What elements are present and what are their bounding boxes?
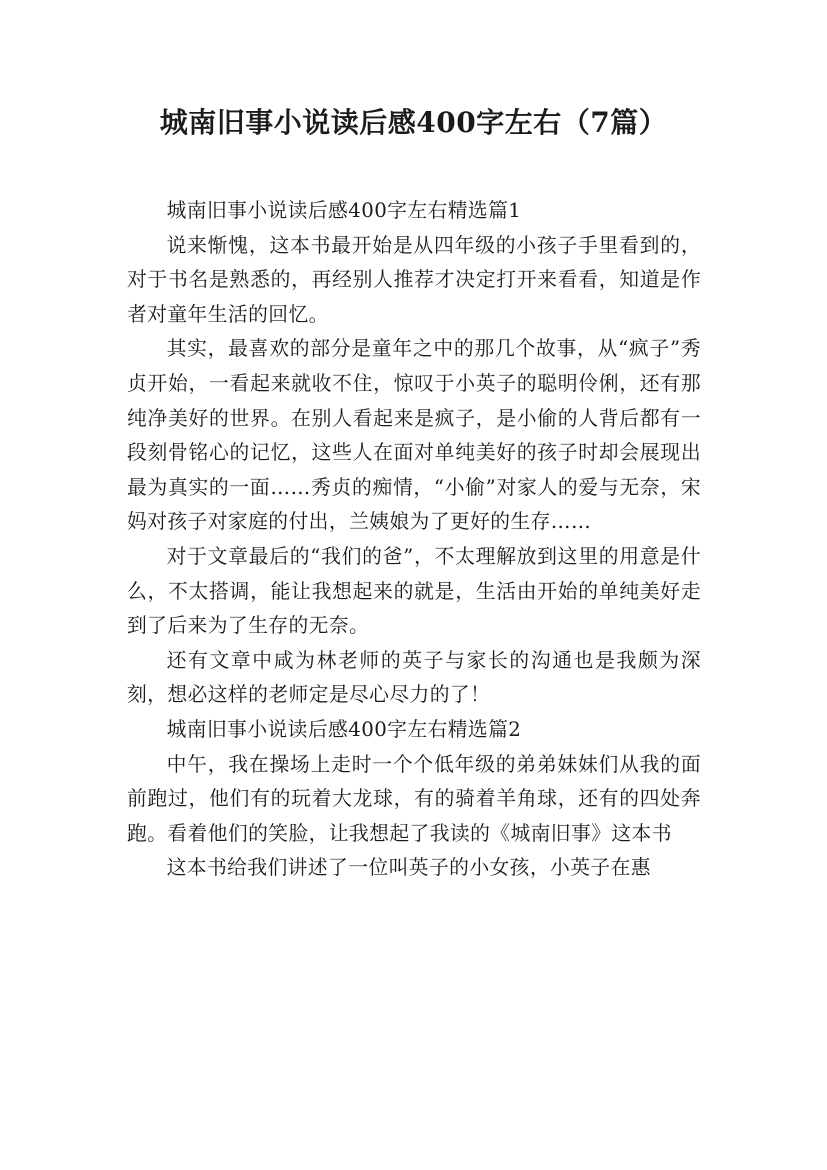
body-paragraph: 这本书给我们讲述了一位叫英子的小女孩，小英子在惠 xyxy=(166,856,651,880)
section-heading-2: 城南旧事小说读后感400字左右精选篇2 xyxy=(166,717,522,741)
body-paragraph: 对于文章最后的“我们的爸”，不太理解放到这里的用意是什么，不太搭调，能让我想起来的就是，生活由开始的单纯美好走到了后来为了生存的无奈。 xyxy=(127,544,701,638)
section-heading-1: 城南旧事小说读后感400字左右精选篇1 xyxy=(166,199,522,222)
document-title: 城南旧事小说读后感400字左右（7篇） xyxy=(159,106,668,139)
body-paragraph: 还有文章中咸为林老师的英子与家长的沟通也是我颇为深刻，想必这样的老师定是尽心尽力的了！ xyxy=(127,648,701,707)
body-paragraph: 中午，我在操场上走时一个个低年级的弟弟妹妹们从我的面前跑过，他们有的玩着大龙球，有的骑着羊角球，还有的四处奔跑。看着他们的笑脸，让我想起了我读的《城南旧事》这本书 xyxy=(127,752,701,845)
body-paragraph: 说来惭愧，这本书最开始是从四年级的小孩子手里看到的，对于书名是熟悉的，再经别人推荐才决定打开来看看，知道是作者对童年生活的回忆。 xyxy=(127,233,701,326)
document-body xyxy=(127,194,701,886)
body-paragraph: 其实，最喜欢的部分是童年之中的那几个故事，从“疯子”秀贞开始，一看起来就收不住，惊叹于小英子的聪明伶俐，还有那纯净美好的世界。在别人看起来是疯子，是小偷的人背后都有一段刻骨铭心的记忆，这些人在面对单纯美好的孩子时却会展现出最为真实的一面……秀贞的痴情，“小偷”对家人的爱与无奈，宋妈对孩子对家庭的付出，兰姨娘为了更好的生存…… xyxy=(127,337,701,534)
